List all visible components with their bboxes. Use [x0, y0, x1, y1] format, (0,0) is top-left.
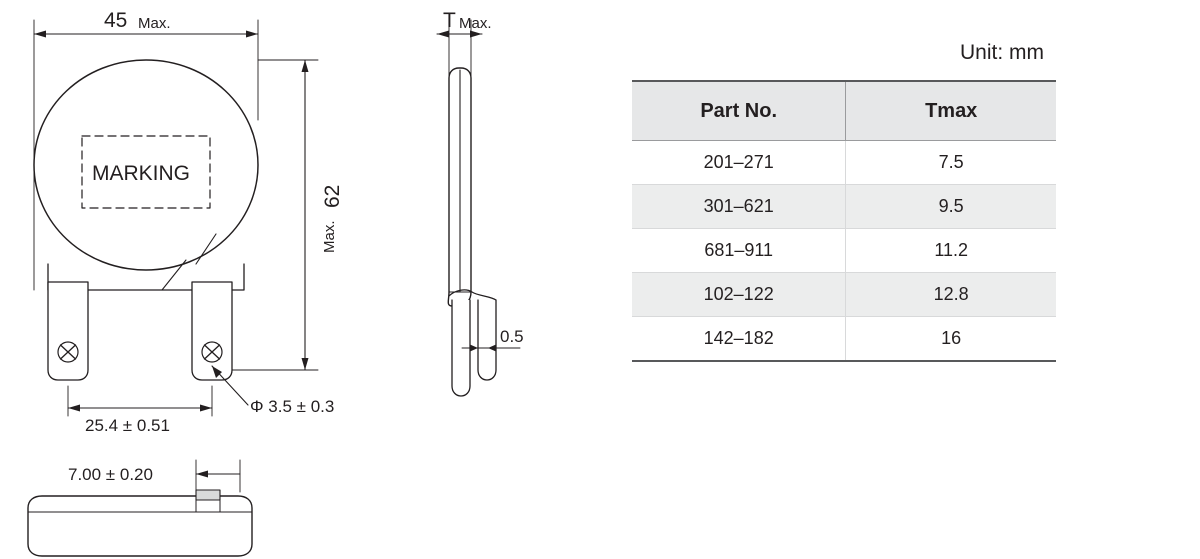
table-row — [632, 229, 1056, 273]
unit-note: Unit: mm — [960, 41, 1044, 64]
front-height-suffix: Max. — [321, 220, 338, 253]
bottom-depth-value: 7.00 ± 0.20 — [68, 465, 153, 484]
column-header-part-no: Part No. — [632, 81, 846, 141]
cell-part-no: 142–182 — [632, 317, 846, 362]
cell-tmax: 11.2 — [846, 229, 1056, 273]
cell-tmax: 12.8 — [846, 273, 1056, 317]
lead-spacing-dimension — [68, 386, 212, 416]
side-view-leads — [449, 290, 496, 396]
tmax-spec-table — [632, 80, 1056, 362]
lead-spacing-value: 25.4 ± 0.51 — [85, 416, 170, 435]
cell-tmax: 7.5 — [846, 141, 1056, 185]
column-header-tmax: Tmax — [846, 81, 1056, 141]
bottom-lead-stub — [196, 490, 220, 500]
hole-diameter-value: Φ 3.5 ± 0.3 — [250, 397, 335, 416]
left-lead — [48, 282, 88, 380]
table-body — [632, 141, 1056, 362]
table-row — [632, 185, 1056, 229]
table-header — [632, 81, 1056, 141]
right-lead — [192, 282, 232, 380]
bottom-depth-dimension — [196, 460, 240, 492]
side-thickness-value: T — [443, 9, 456, 32]
cell-part-no: 102–122 — [632, 273, 846, 317]
table-row — [632, 141, 1056, 185]
front-width-value: 45 — [104, 9, 128, 32]
cell-part-no: 201–271 — [632, 141, 846, 185]
cell-part-no: 301–621 — [632, 185, 846, 229]
table-row — [632, 317, 1056, 362]
side-thickness-suffix: Max. — [459, 15, 492, 32]
lead-thickness-value: 0.5 — [500, 327, 524, 346]
front-height-value: 62 — [321, 184, 344, 208]
cell-part-no: 681–911 — [632, 229, 846, 273]
table-row — [632, 273, 1056, 317]
marking-label: MARKING — [92, 162, 191, 185]
cell-tmax: 9.5 — [846, 185, 1056, 229]
front-width-suffix: Max. — [138, 15, 171, 32]
bottom-view — [28, 490, 252, 556]
side-view-body — [448, 68, 471, 306]
cell-tmax: 16 — [846, 317, 1056, 362]
table-header-row — [632, 81, 1056, 141]
